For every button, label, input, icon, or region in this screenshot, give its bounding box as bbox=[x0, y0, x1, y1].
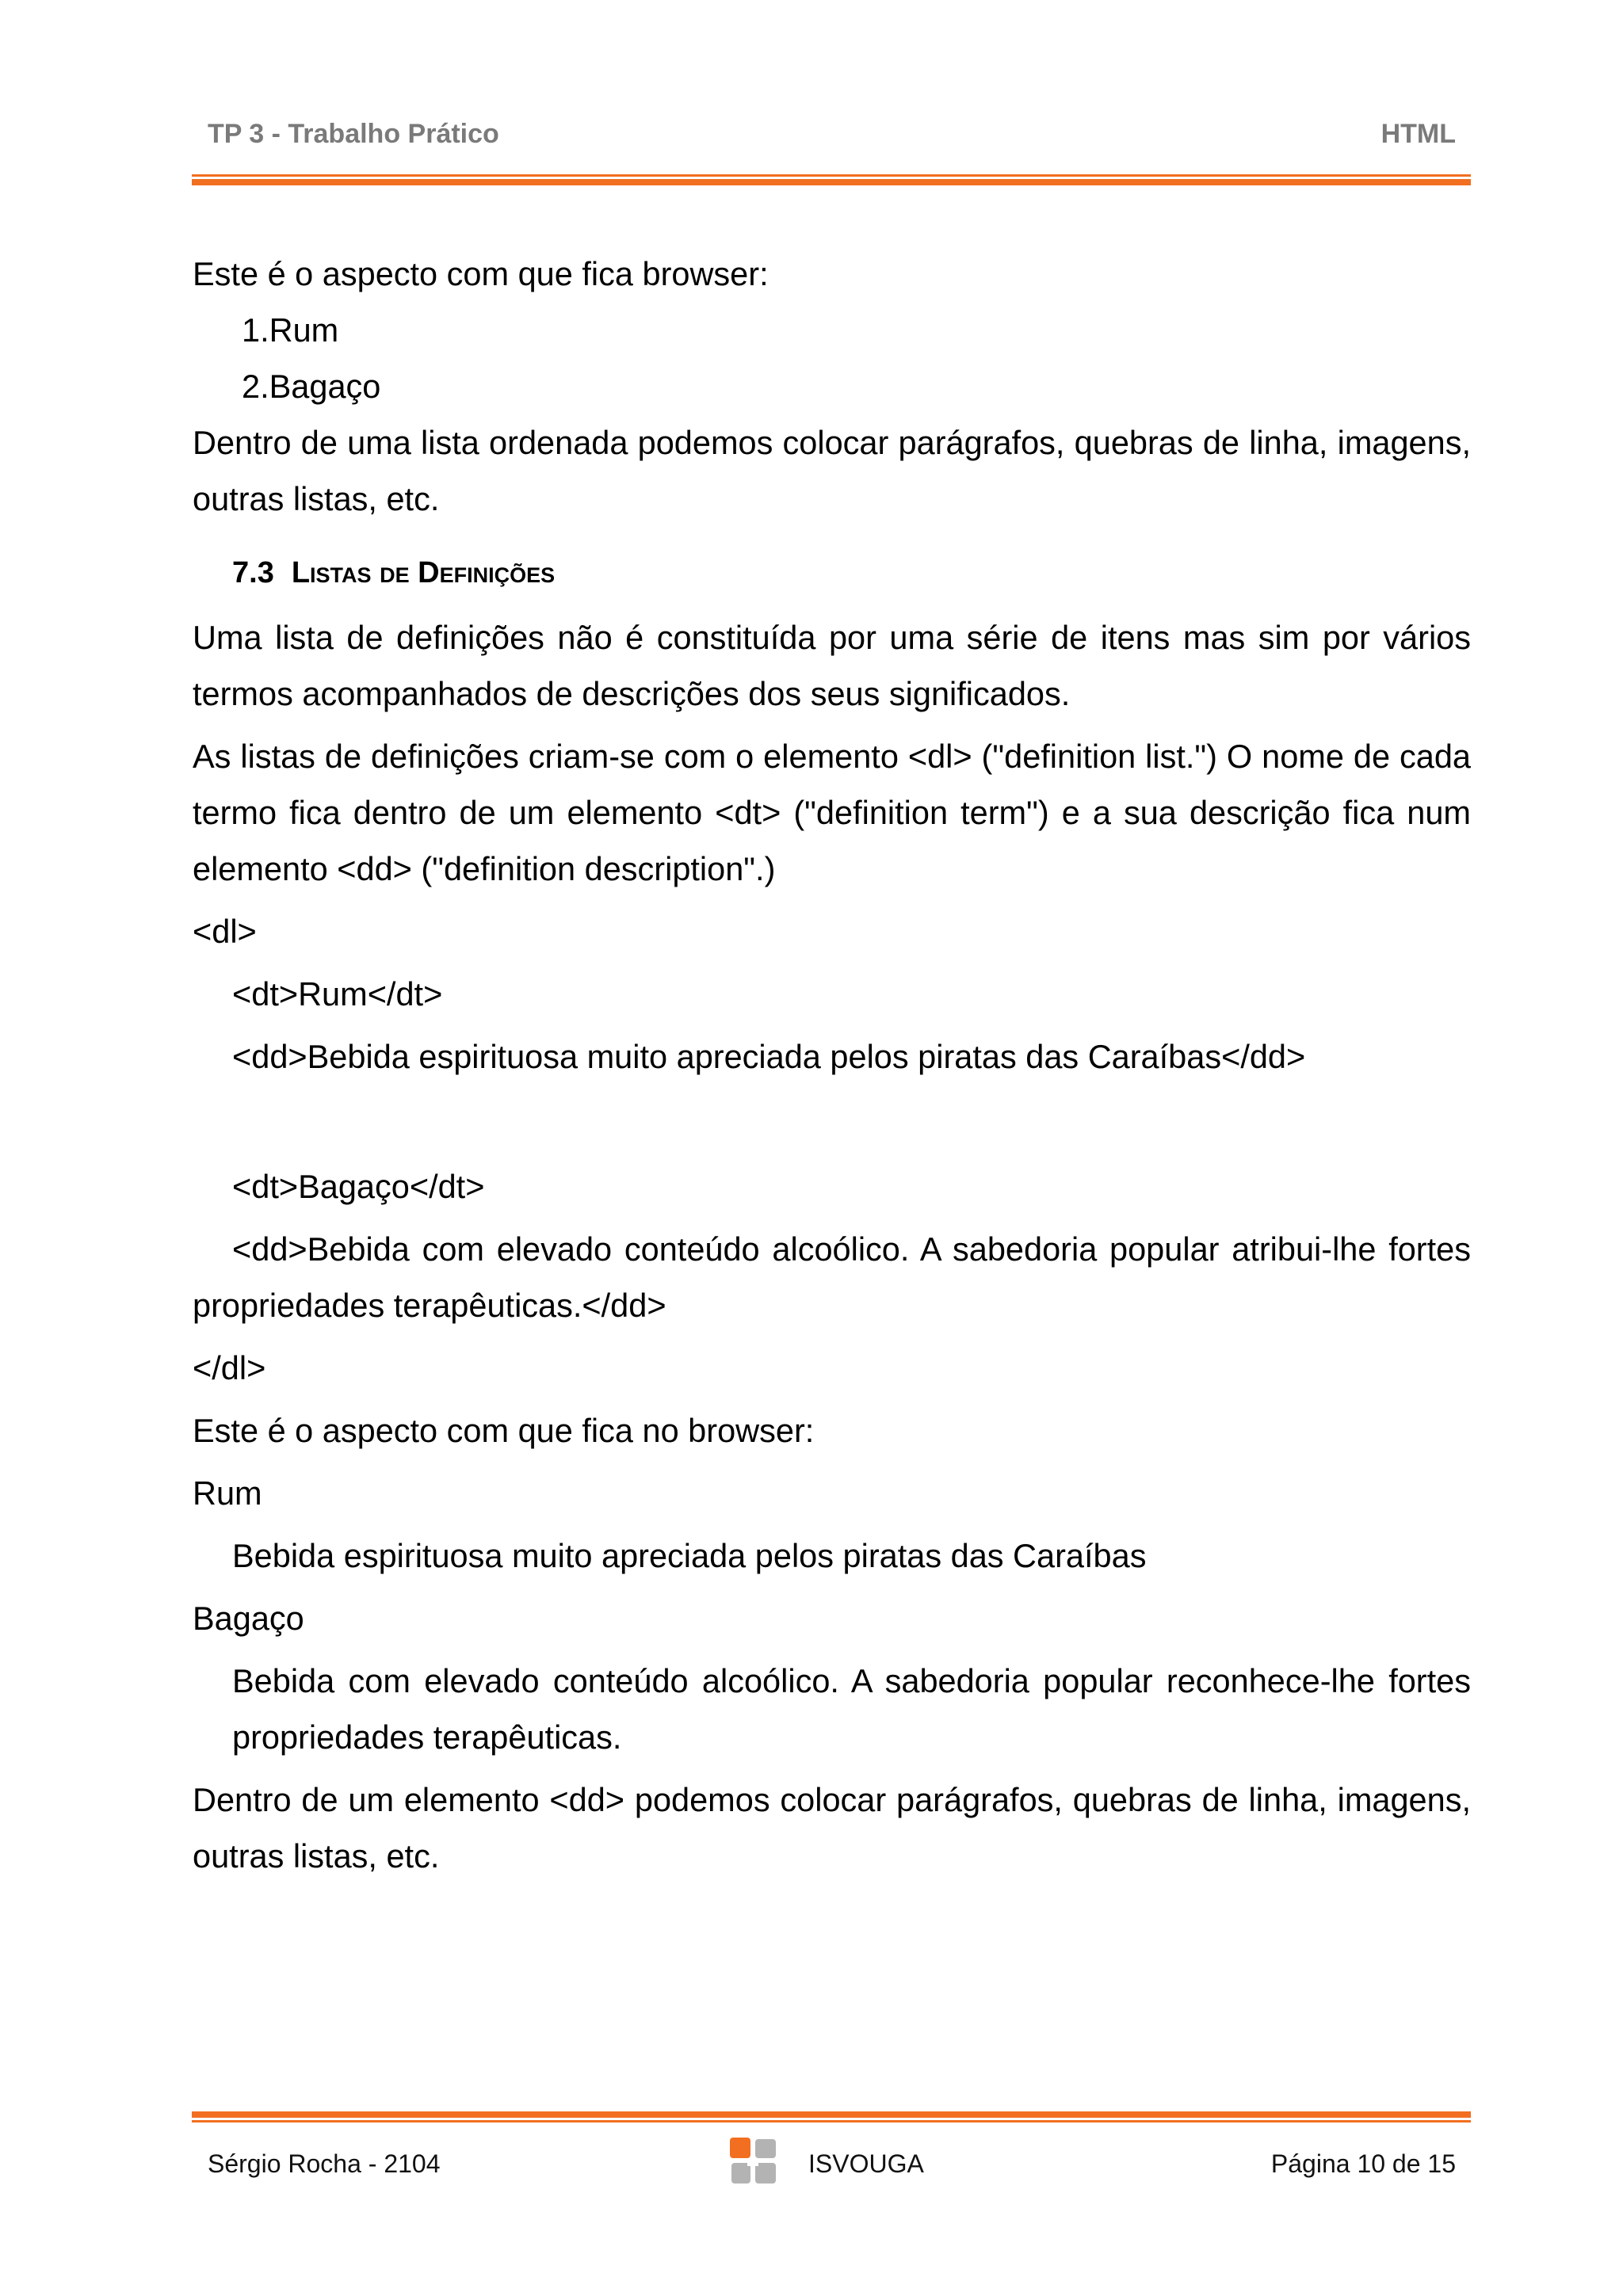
paragraph-dl-elements: As listas de definições criam-se com o elemento <dl> ("definition list.") O nome de cada termo fica dentro de um elemento <dt> ("definition term") e a sua descrição fica num elemento <dd> ("definition description".) bbox=[193, 738, 1471, 887]
header-rule-thick bbox=[192, 179, 1471, 185]
footer-author: Sérgio Rocha - 2104 bbox=[208, 2149, 441, 2178]
header-rule-thin bbox=[192, 174, 1471, 177]
footer-rule-thin bbox=[192, 2120, 1471, 2122]
ordered-list-item-1: 1.Rum bbox=[242, 311, 339, 349]
footer-institution: ISVOUGA bbox=[808, 2149, 924, 2178]
header-title: TP 3 - Trabalho Prático bbox=[208, 119, 499, 149]
code-dd-2: <dd>Bebida com elevado conteúdo alcoólico. A sabedoria popular atribui-lhe fortes propriedades terapêuticas.</dd> bbox=[193, 1230, 1471, 1324]
section-heading bbox=[193, 551, 1471, 595]
isvouga-logo-icon bbox=[730, 2138, 776, 2183]
code-dt-2: <dt>Bagaço</dt> bbox=[232, 1168, 485, 1205]
paragraph-ol-content: Dentro de uma lista ordenada podemos colocar parágrafos, quebras de linha, imagens, outras listas, etc. bbox=[193, 424, 1471, 517]
paragraph-intro-dl: Este é o aspecto com que fica no browser: bbox=[193, 1412, 815, 1449]
paragraph-intro-ol: Este é o aspecto com que fica browser: bbox=[193, 255, 769, 292]
code-dt-1: <dt>Rum</dt> bbox=[232, 975, 443, 1013]
section-title: Listas de Definições bbox=[291, 556, 556, 589]
footer-page-number: Página 10 de 15 bbox=[1270, 2149, 1456, 2178]
code-dl-open: <dl> bbox=[193, 913, 257, 950]
header-subject: HTML bbox=[1381, 119, 1456, 149]
paragraph-dl-definition: Uma lista de definições não é constituída por uma série de itens mas sim por vários termos acompanhados de descrições dos seus significados. bbox=[193, 619, 1471, 712]
ordered-list-item-2: 2.Bagaço bbox=[242, 368, 381, 405]
page-body bbox=[193, 246, 1471, 1884]
rendered-desc-2: Bebida com elevado conteúdo alcoólico. A sabedoria popular reconhece-lhe fortes propriedades terapêuticas. bbox=[232, 1662, 1471, 1756]
section-number: 7.3 bbox=[232, 556, 274, 589]
rendered-term-1: Rum bbox=[193, 1474, 262, 1512]
code-dd-1: <dd>Bebida espirituosa muito apreciada pelos piratas das Caraíbas</dd> bbox=[232, 1038, 1306, 1075]
rendered-term-2: Bagaço bbox=[193, 1600, 304, 1637]
paragraph-dd-content: Dentro de um elemento <dd> podemos colocar parágrafos, quebras de linha, imagens, outras listas, etc. bbox=[193, 1781, 1471, 1875]
footer-rule-thick bbox=[192, 2111, 1471, 2118]
rendered-desc-1: Bebida espirituosa muito apreciada pelos piratas das Caraíbas bbox=[232, 1537, 1147, 1574]
code-dl-close: </dl> bbox=[193, 1349, 266, 1386]
